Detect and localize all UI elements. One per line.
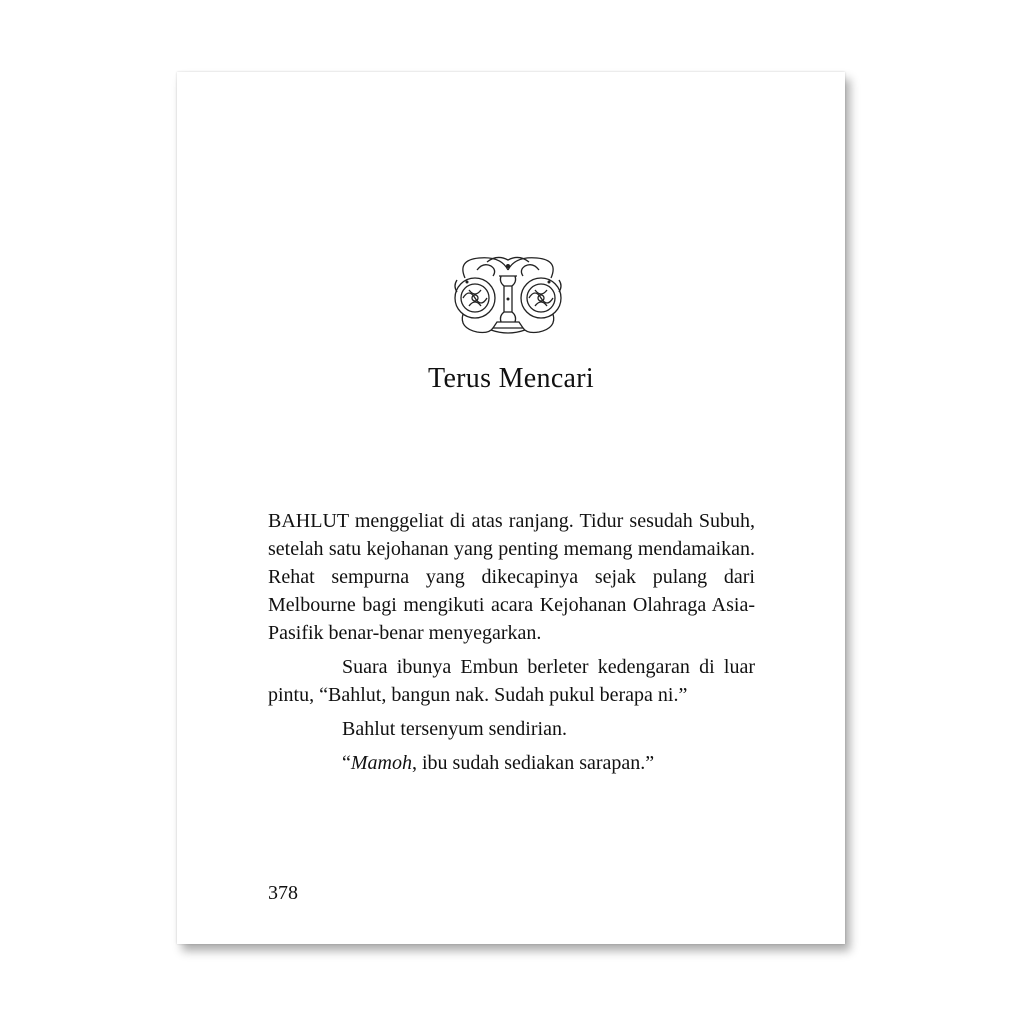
book-page (177, 72, 845, 944)
quote-rest: , ibu sudah sediakan sarapan.” (412, 752, 655, 774)
paragraph: BAHLUT menggeliat di atas ranjang. Tidur sesudah Subuh, setelah satu kejohanan yang penting memang mendamaikan. Rehat sempurna yang dikecapinya sejak pulang dari Melbourne bagi mengikuti acara Kejohanan Olahraga Asia-Pasifik benar-benar menyegarkan. (268, 510, 755, 644)
open-quote: “ (342, 752, 351, 774)
paragraph (268, 749, 755, 777)
paragraph: Bahlut tersenyum sendirian. (342, 718, 567, 740)
italic-word: Mamoh (350, 752, 412, 774)
floral-ornament-icon (447, 252, 569, 338)
page-number: 378 (268, 882, 298, 904)
paragraph: Suara ibunya Embun berleter kedengaran di luar pintu, “Bahlut, bangun nak. Sudah pukul berapa ni.” (268, 656, 755, 706)
body-text (268, 507, 755, 783)
chapter-title: Terus Mencari (428, 363, 594, 394)
